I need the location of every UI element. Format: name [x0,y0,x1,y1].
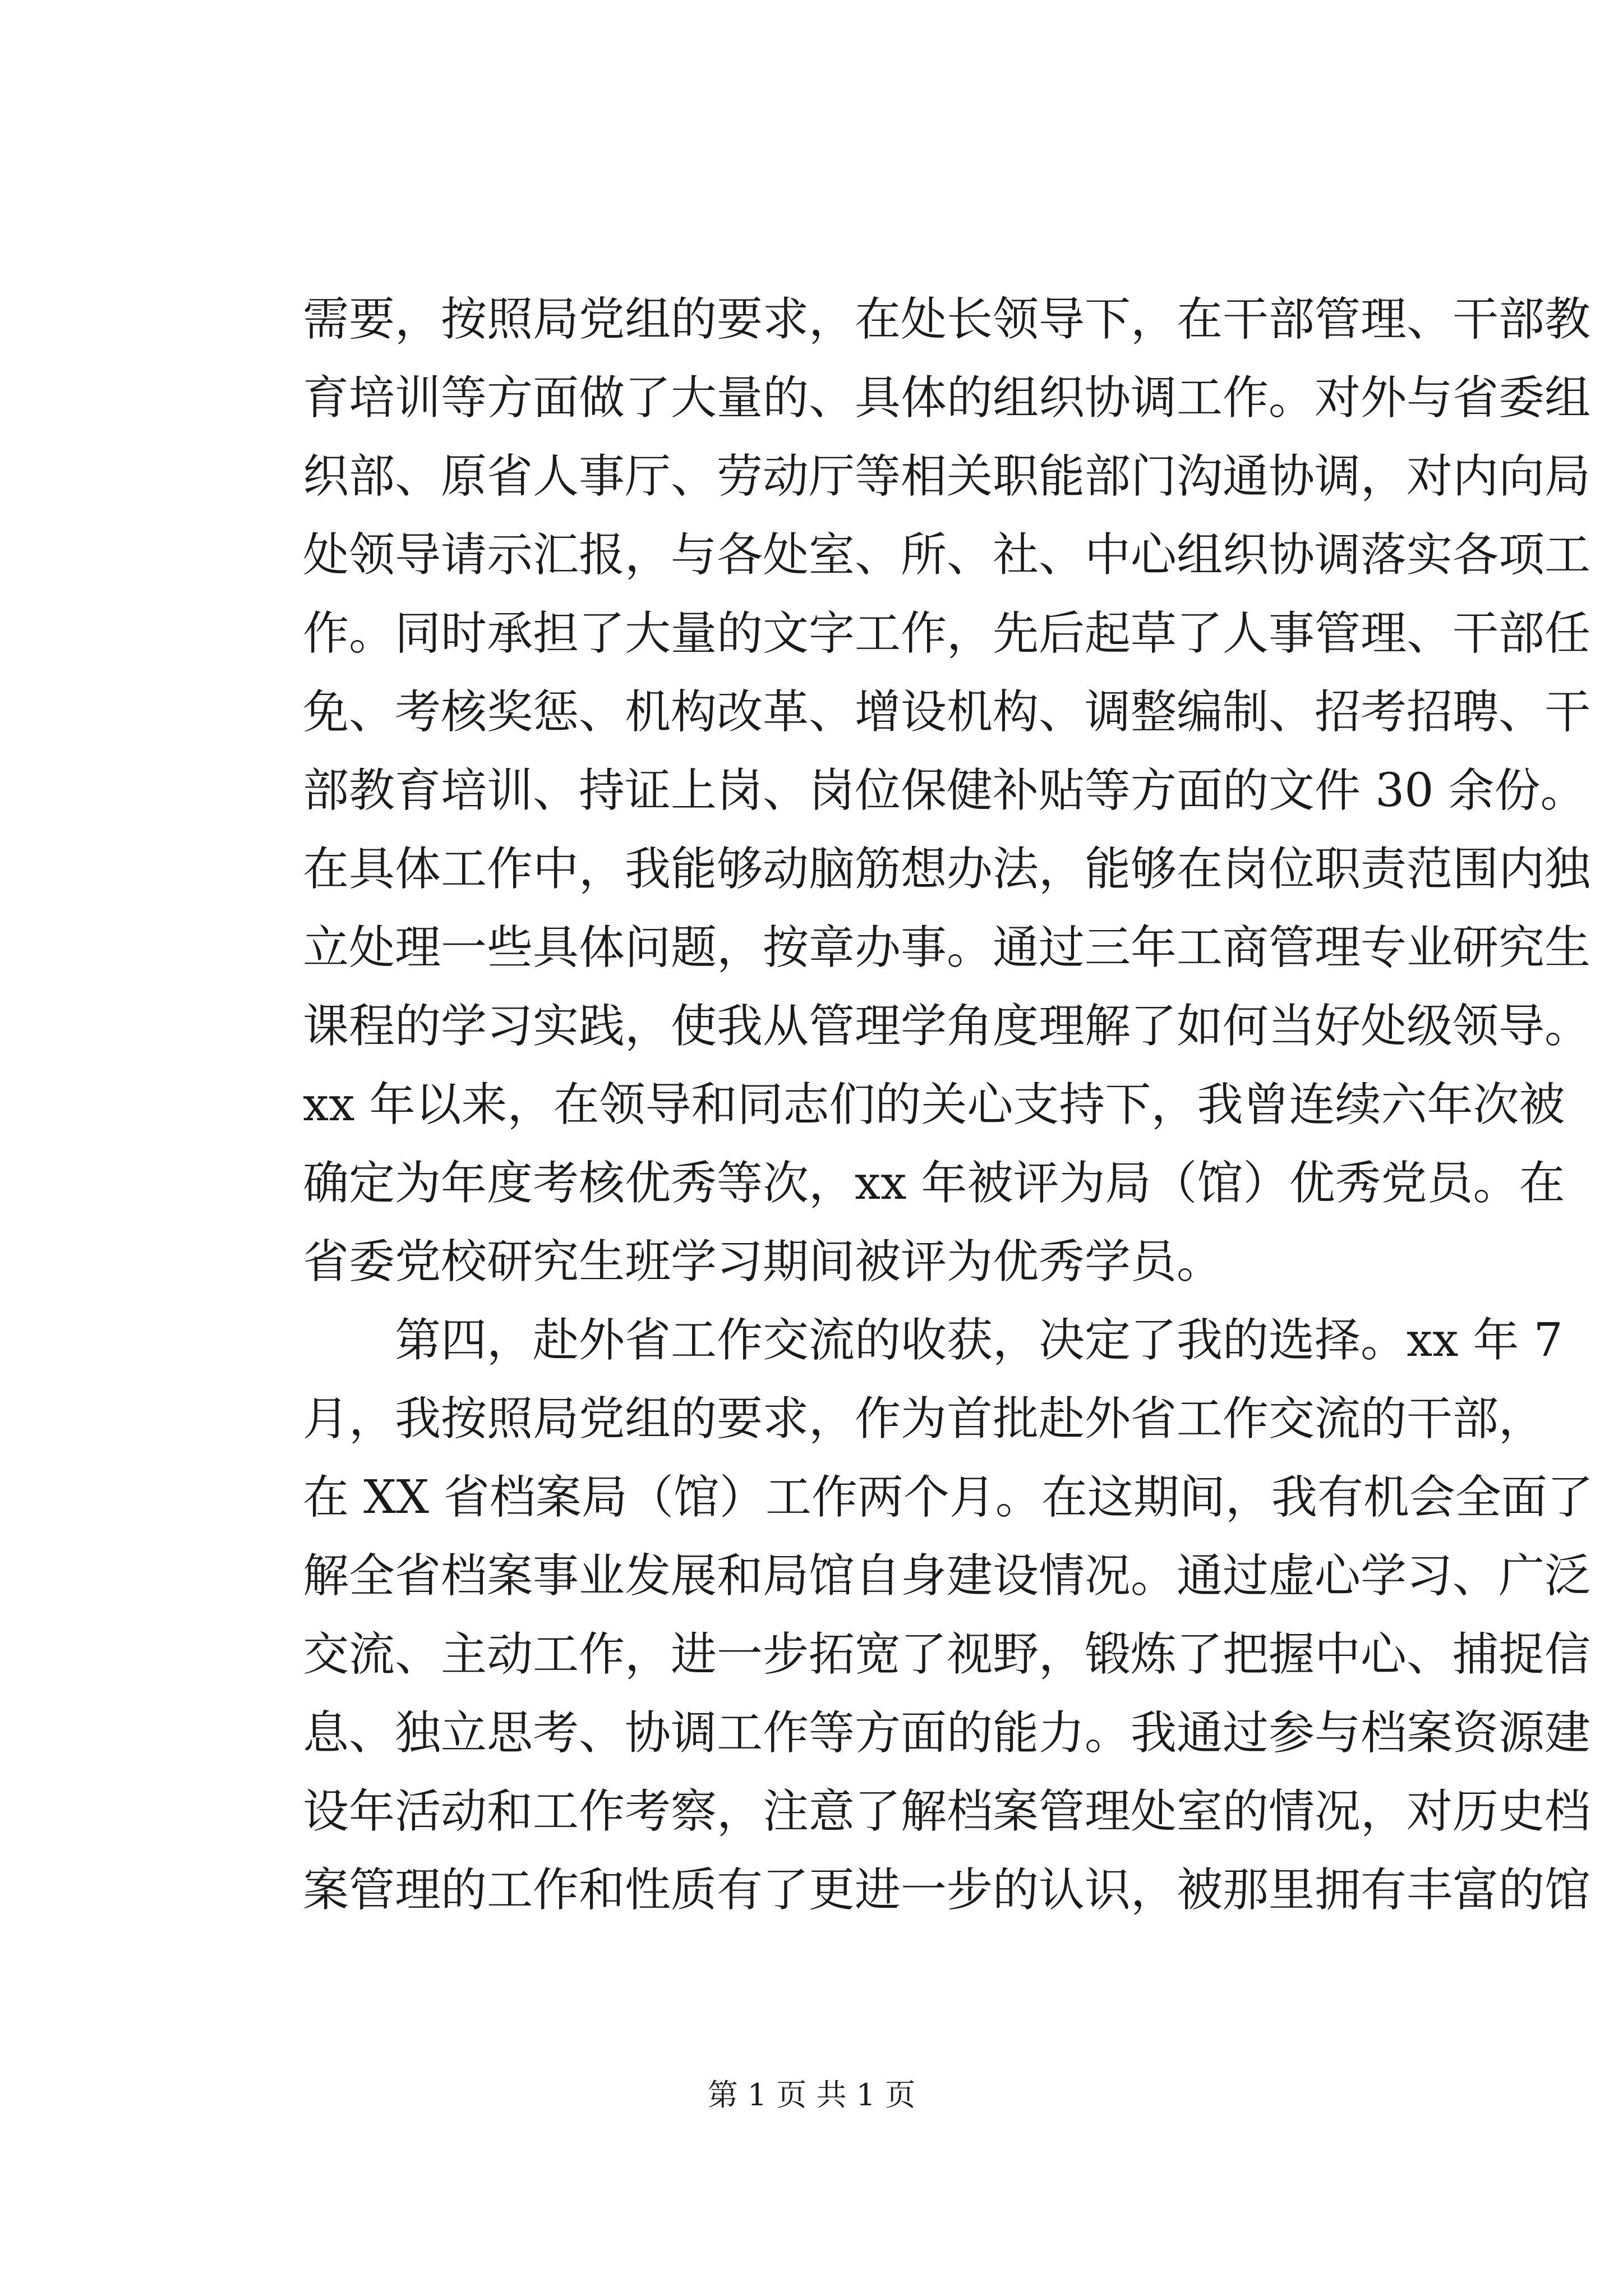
text-line: 在 XX 省档案局（馆）工作两个月。在这期间，我有机会全面了 [303,1471,1593,1524]
text-line: 月，我按照局党组的要求，作为首批赴外省工作交流的干部， [303,1392,1545,1446]
text-line: 案管理的工作和性质有了更进一步的认识，被那里拥有丰富的馆 [303,1864,1591,1917]
text-line: xx 年以来，在领导和同志们的关心支持下，我曾连续六年次被 [303,1078,1565,1131]
text-line: 设年活动和工作考察，注意了解档案管理处室的情况，对历史档 [303,1785,1591,1838]
text-line: 处领导请示汇报，与各处室、所、社、中心组织协调落实各项工 [303,528,1591,582]
text-line: 织部、原省人事厅、劳动厅等相关职能部门沟通协调，对内向局 [303,450,1591,503]
text-line: 部教育培训、持证上岗、岗位保健补贴等方面的文件 30 余份。 [303,764,1587,817]
text-line: 课程的学习实践，使我从管理学角度理解了如何当好处级领导。 [303,1000,1591,1053]
text-line: 免、考核奖惩、机构改革、增设机构、调整编制、招考招聘、干 [303,685,1591,739]
text-line: 确定为年度考核优秀等次，xx 年被评为局（馆）优秀党员。在 [303,1157,1565,1210]
page-footer: 第 1 页 共 1 页 [707,2077,916,2113]
text-line: 交流、主动工作，进一步拓宽了视野，锻炼了把握中心、捕捉信 [303,1628,1591,1681]
text-line: 育培训等方面做了大量的、具体的组织协调工作。对外与省委组 [303,371,1591,425]
text-line: 息、独立思考、协调工作等方面的能力。我通过参与档案资源建 [303,1706,1591,1760]
text-line: 省委党校研究生班学习期间被评为优秀学员。 [303,1235,1223,1289]
text-line: 在具体工作中，我能够动脑筋想办法，能够在岗位职责范围内独 [303,843,1591,896]
text-line: 解全省档案事业发展和局馆自身建设情况。通过虚心学习、广泛 [303,1549,1591,1603]
text-line: 第四，赴外省工作交流的收获，决定了我的选择。xx 年 7 [303,1314,1563,1367]
text-line: 需要，按照局党组的要求，在处长领导下，在干部管理、干部教 [303,293,1591,346]
text-line: 立处理一些具体问题，按章办事。通过三年工商管理专业研究生 [303,921,1591,974]
text-line: 作。同时承担了大量的文字工作，先后起草了人事管理、干部任 [303,607,1591,660]
